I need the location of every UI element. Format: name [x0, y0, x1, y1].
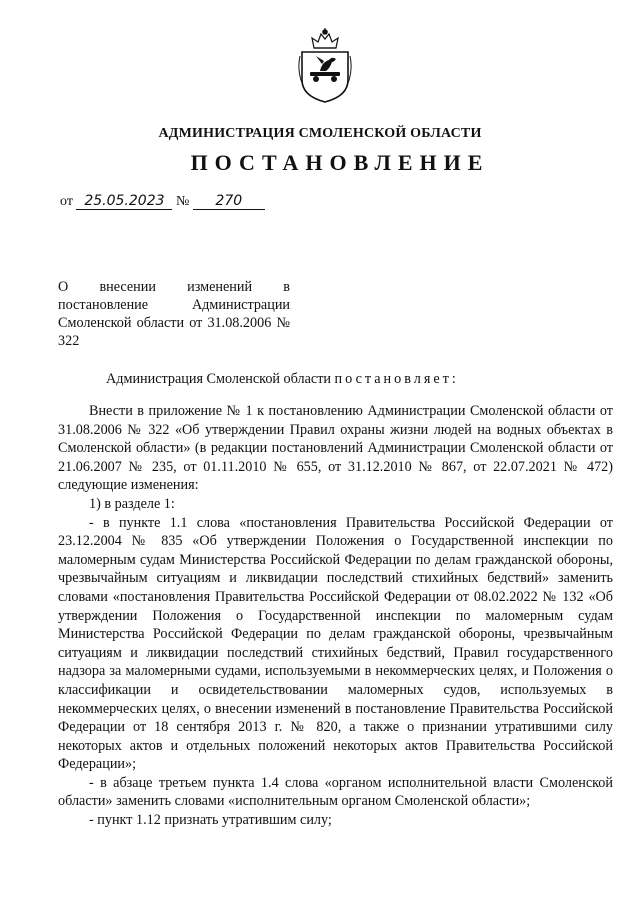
organization-title: АДМИНИСТРАЦИЯ СМОЛЕНСКОЙ ОБЛАСТИ [158, 126, 482, 141]
document-type: ПОСТАНОВЛЕНИЕ [190, 150, 490, 175]
document-subject: О внесении изменений в постановление Администрации Смоленской области от 31.08.2006 № 322 [58, 279, 290, 349]
document-number: 270 [193, 193, 265, 210]
paragraph-item-1-1: - в пункте 1.1 слова «постановления Правительства Российской Федерации от 23.12.2004 № 835 «Об утверждении Положения о Государственной инспекции по маломерным судам Министерства Российской Федерации по делам гражданской обороны, чрезвычайным ситуациям и ликвидации последствий стихийных бедствий» заменить словами «постановления Правительства Российской Федерации от 08.02.2022 № 132 «Об утверждении Положения о Государственной инспекции по маломерным судам Министерства Российской Федерации по делам гражданской обороны, чрезвычайным ситуациям и ликвидации последствий стихийных бедствий, Правил государственного надзора за маломерными судами, используемыми в некоммерческих целях, и Положения о классификации и освидетельствовании маломерных судов, используемых в некоммерческих целях, о внесении изменений в постановление Правительства Российской Федерации от 18 сентября 2013 г. № 820, а также о признании утратившими силу некоторых актов и отдельных положений некоторых актов Правительства Российской Федерации»; [58, 514, 613, 773]
decree-line [106, 371, 459, 388]
document-body [58, 402, 613, 830]
paragraph-intro: Внести в приложение № 1 к постановлению Администрации Смоленской области от 31.08.2006 № 322 «Об утверждении Правил охраны жизни людей на водных объектах в Смоленской области» (в редакции постановлений Администрации Смоленской области от 21.06.2007 № 235, от 01.11.2010 № 655, от 31.12.2010 № 867, от 22.07.2021 № 472) следующие изменения: [58, 403, 613, 494]
paragraph-section-1: 1) в разделе 1: [89, 495, 175, 512]
decree-prefix: Администрация Смоленской области [106, 371, 331, 387]
coat-of-arms-icon [296, 26, 354, 106]
document-date: 25.05.2023 [76, 193, 172, 210]
number-label: № [175, 194, 190, 209]
date-from-label: от [60, 194, 73, 209]
date-number-line [60, 193, 265, 210]
paragraph-item-1-12: - пункт 1.12 признать утратившим силу; [89, 812, 332, 829]
decree-verb: постановляет: [334, 371, 459, 387]
paragraph-item-1-4: - в абзаце третьем пункта 1.4 слова «органом исполнительной власти Смоленской области» заменить словами «исполнительным органом Смоленской области»; [58, 774, 613, 810]
